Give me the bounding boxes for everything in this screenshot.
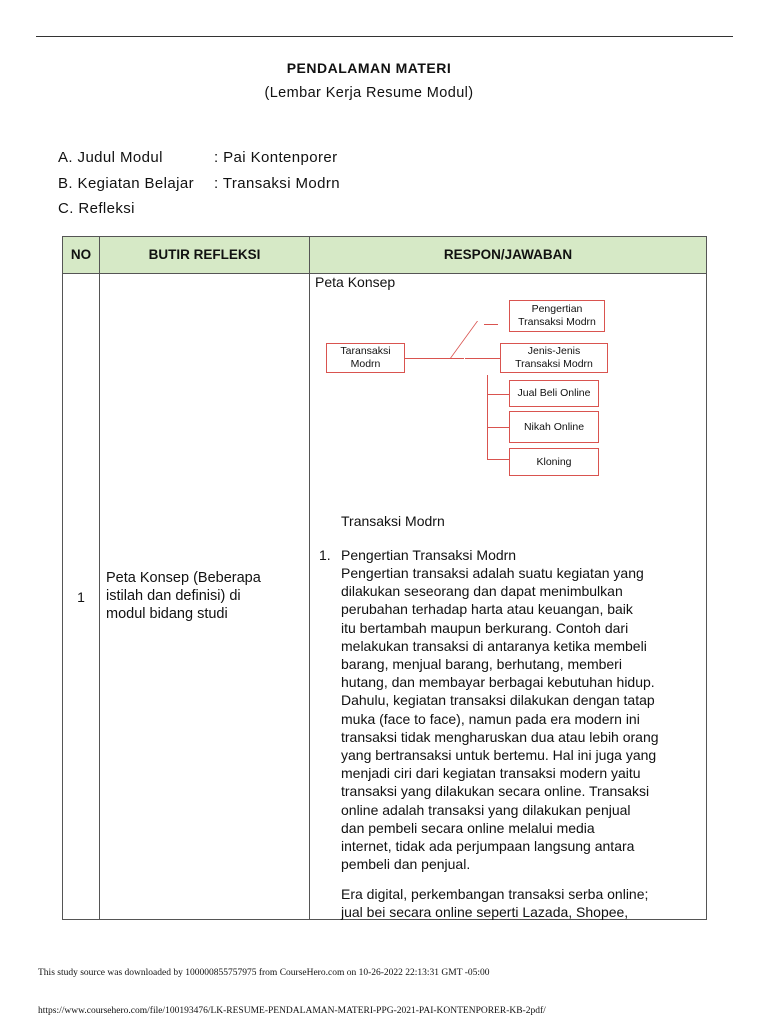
paragraph-line: hutang, dan membayar berbagai kebutuhan hidup. [341, 674, 655, 691]
meta-judul-value: : Pai Kontenporer [214, 149, 338, 166]
paragraph-line: internet, tidak ada perjumpaan langsung antara [341, 838, 635, 855]
paragraph-line: dilakukan seseorang dan dapat menimbulkan [341, 583, 623, 600]
response-heading: Transaksi Modrn [341, 513, 445, 529]
paragraph-line: yang bertransaksi untuk bertemu. Hal ini juga yang [341, 747, 657, 764]
meta-judul-key: A. Judul Modul [58, 149, 163, 166]
paragraph-line: Dahulu, kegiatan transaksi dilakukan dengan tatap [341, 692, 655, 709]
meta-kegiatan-key: B. Kegiatan Belajar [58, 175, 195, 192]
paragraph-line: online adalah transaksi yang dilakukan penjual [341, 801, 631, 818]
concept-box-nikah: Nikah Online [509, 411, 599, 443]
paragraph-line: transaksi tidak mengharuskan dua atau lebih orang [341, 728, 659, 745]
paragraph-line: barang, menjual barang, berhutang, memberi [341, 656, 622, 673]
paragraph-line: itu bertambah maupun berkurang. Contoh dari [341, 619, 629, 636]
header-respon-jawaban: RESPON/JAWABAN [443, 247, 573, 262]
connector [484, 324, 498, 325]
concept-map [315, 297, 605, 487]
connector [465, 358, 500, 359]
list-item-number: 1. [319, 547, 331, 563]
refleksi-table [62, 236, 707, 920]
list-item-title: Pengertian Transaksi Modrn [341, 547, 517, 563]
paragraph-line: Era digital, perkembangan transaksi serba online; [341, 886, 649, 902]
paragraph-pengertian [341, 564, 696, 873]
concept-box-kloning: Kloning [509, 448, 599, 476]
header-butir-refleksi: BUTIR REFLEKSI [148, 247, 261, 262]
page-subtitle: (Lembar Kerja Resume Modul) [264, 85, 474, 101]
butir-line: istilah dan definisi) di [106, 588, 241, 604]
concept-box-pengertian: Pengertian Transaksi Modrn [509, 300, 605, 332]
top-divider [36, 36, 733, 37]
connector [487, 427, 509, 428]
concept-box-jual-beli: Jual Beli Online [509, 380, 599, 407]
meta-refleksi: C. Refleksi [58, 200, 135, 217]
paragraph-line: menjadi ciri dari kegiatan transaksi modern yaitu [341, 765, 641, 782]
paragraph-era-digital [341, 885, 701, 921]
paragraph-line: melakukan transaksi di antaranya ketika membeli [341, 637, 647, 654]
connector [449, 321, 478, 359]
meta-kegiatan-value: : Transaksi Modrn [214, 175, 341, 192]
connector [487, 375, 488, 459]
connector [404, 358, 464, 359]
download-notice: This study source was downloaded by 100000855757975 from CourseHero.com on 10-26-2022 22:13:31 GMT -05:00 [38, 968, 490, 978]
meta-judul-modul [58, 149, 338, 166]
paragraph-line: dan pembeli secara online melalui media [341, 819, 595, 836]
paragraph-line: perubahan terhadap harta atau keuangan, baik [341, 601, 633, 618]
connector [487, 394, 509, 395]
row-number: 1 [77, 589, 85, 605]
concept-map-label: Peta Konsep [315, 274, 396, 290]
source-url[interactable]: https://www.coursehero.com/file/100193476/LK-RESUME-PENDALAMAN-MATERI-PPG-2021-PAI-KONTENPORER-KB-2pdf/ [38, 1006, 546, 1016]
concept-box-jenis: Jenis-Jenis Transaksi Modrn [500, 343, 608, 373]
butir-line: Peta Konsep (Beberapa [106, 570, 261, 586]
column-divider [99, 237, 100, 919]
column-divider [309, 237, 310, 919]
header-no: NO [70, 247, 92, 262]
meta-kegiatan-belajar [58, 175, 340, 192]
paragraph-line: jual bei secara online seperti Lazada, Shopee, [341, 904, 629, 921]
page-title: PENDALAMAN MATERI [286, 60, 452, 76]
butir-refleksi-text [106, 569, 261, 623]
paragraph-line: pembeli dan penjual. [341, 856, 471, 873]
paragraph-line: muka (face to face), namun pada era modern ini [341, 710, 640, 727]
paragraph-line: transaksi yang dilakukan secara online. Transaksi [341, 783, 650, 800]
paragraph-line: Pengertian transaksi adalah suatu kegiatan yang [341, 565, 644, 581]
connector [487, 459, 509, 460]
butir-line: modul bidang studi [106, 606, 228, 622]
concept-box-root: Taransaksi Modrn [326, 343, 405, 373]
